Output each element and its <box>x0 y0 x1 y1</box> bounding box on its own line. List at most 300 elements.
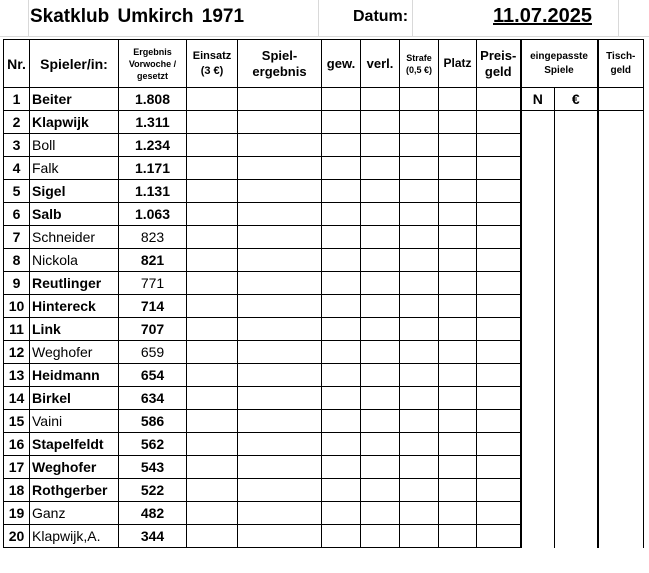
einsatz-cell[interactable] <box>187 525 238 548</box>
einsatz-cell[interactable] <box>187 387 238 410</box>
preisgeld-cell[interactable] <box>477 272 521 295</box>
eingepasste-euro-cell[interactable]: € <box>555 88 598 111</box>
tischgeld-cell[interactable] <box>598 387 644 410</box>
preisgeld-cell[interactable] <box>477 111 521 134</box>
spielergebnis-cell[interactable] <box>238 433 322 456</box>
platz-cell[interactable] <box>439 456 477 479</box>
verl-cell[interactable] <box>361 318 400 341</box>
player-name-cell[interactable]: Vaini <box>30 410 119 433</box>
einsatz-cell[interactable] <box>187 456 238 479</box>
datum-label[interactable]: Datum: <box>353 8 409 25</box>
gew-cell[interactable] <box>322 387 361 410</box>
eingepasste-euro-cell[interactable] <box>555 525 598 548</box>
platz-cell[interactable] <box>439 249 477 272</box>
strafe-cell[interactable] <box>400 456 439 479</box>
einsatz-cell[interactable] <box>187 157 238 180</box>
header-row <box>4 40 644 88</box>
spielergebnis-cell[interactable] <box>238 111 322 134</box>
player-points-cell[interactable]: 823 <box>119 226 187 249</box>
header-line: Strafe <box>406 52 432 63</box>
verl-cell[interactable] <box>361 249 400 272</box>
platz-cell[interactable] <box>439 410 477 433</box>
einsatz-cell[interactable] <box>187 479 238 502</box>
tischgeld-cell[interactable] <box>598 180 644 203</box>
spielergebnis-cell[interactable] <box>238 479 322 502</box>
eingepasste-euro-cell[interactable] <box>555 180 598 203</box>
eingepasste-n-cell[interactable] <box>521 387 555 410</box>
strafe-cell[interactable] <box>400 249 439 272</box>
spielergebnis-cell[interactable] <box>238 203 322 226</box>
spielergebnis-cell[interactable] <box>238 295 322 318</box>
strafe-cell[interactable] <box>400 410 439 433</box>
player-name-cell[interactable]: Hintereck <box>30 295 119 318</box>
gew-cell[interactable] <box>322 180 361 203</box>
tischgeld-cell[interactable] <box>598 456 644 479</box>
club-title[interactable]: Skatklub Umkirch 1971 <box>30 6 245 27</box>
eingepasste-euro-cell[interactable] <box>555 502 598 525</box>
einsatz-cell[interactable] <box>187 318 238 341</box>
eingepasste-n-cell[interactable] <box>521 502 555 525</box>
header-line: Ergebnis <box>133 46 172 57</box>
verl-cell[interactable] <box>361 88 400 111</box>
player-name-cell[interactable]: Heidmann <box>30 364 119 387</box>
player-nr-cell[interactable]: 15 <box>4 410 30 433</box>
player-nr-cell[interactable]: 3 <box>4 134 30 157</box>
verl-cell[interactable] <box>361 433 400 456</box>
verl-cell[interactable] <box>361 410 400 433</box>
table-row <box>4 249 644 272</box>
tischgeld-cell[interactable] <box>598 525 644 548</box>
eingepasste-n-cell[interactable] <box>521 249 555 272</box>
header-line: gesetzt <box>136 70 168 81</box>
header-line: geld <box>610 64 632 76</box>
platz-cell[interactable] <box>439 111 477 134</box>
verl-cell[interactable] <box>361 525 400 548</box>
spielergebnis-cell[interactable] <box>238 387 322 410</box>
player-name-cell[interactable]: Nickola <box>30 249 119 272</box>
preisgeld-cell[interactable] <box>477 88 521 111</box>
preisgeld-cell[interactable] <box>477 134 521 157</box>
platz-cell[interactable] <box>439 203 477 226</box>
einsatz-cell[interactable] <box>187 134 238 157</box>
preisgeld-cell[interactable] <box>477 364 521 387</box>
verl-cell[interactable] <box>361 387 400 410</box>
player-nr-cell[interactable]: 4 <box>4 157 30 180</box>
platz-cell[interactable] <box>439 88 477 111</box>
col-strafe-header[interactable] <box>400 40 439 88</box>
cell-divider <box>618 0 619 36</box>
eingepasste-n-cell[interactable] <box>521 111 555 134</box>
eingepasste-n-cell[interactable] <box>521 272 555 295</box>
header-line: Spiele <box>544 64 574 76</box>
eingepasste-n-cell[interactable] <box>521 134 555 157</box>
preisgeld-cell[interactable] <box>477 525 521 548</box>
preisgeld-cell[interactable] <box>477 157 521 180</box>
cell-divider <box>412 0 413 36</box>
col-tischgeld-header[interactable] <box>598 40 644 88</box>
player-name-cell[interactable]: Rothgerber <box>30 479 119 502</box>
eingepasste-euro-cell[interactable] <box>555 410 598 433</box>
player-name-cell[interactable]: Sigel <box>30 180 119 203</box>
gew-cell[interactable] <box>322 272 361 295</box>
platz-cell[interactable] <box>439 364 477 387</box>
table-row <box>4 88 644 111</box>
player-name-cell[interactable]: Klapwijk <box>30 111 119 134</box>
platz-cell[interactable] <box>439 157 477 180</box>
spielergebnis-cell[interactable] <box>238 249 322 272</box>
einsatz-cell[interactable] <box>187 502 238 525</box>
player-points-cell[interactable]: 586 <box>119 410 187 433</box>
preisgeld-cell[interactable] <box>477 456 521 479</box>
player-points-cell[interactable]: 1.234 <box>119 134 187 157</box>
verl-cell[interactable] <box>361 134 400 157</box>
eingepasste-euro-cell[interactable] <box>555 134 598 157</box>
player-name-cell[interactable]: Falk <box>30 157 119 180</box>
player-nr-cell[interactable]: 13 <box>4 364 30 387</box>
einsatz-cell[interactable] <box>187 111 238 134</box>
table-row <box>4 157 644 180</box>
platz-cell[interactable] <box>439 272 477 295</box>
player-points-cell[interactable]: 714 <box>119 295 187 318</box>
player-nr-cell[interactable]: 20 <box>4 525 30 548</box>
verl-cell[interactable] <box>361 157 400 180</box>
cell-divider <box>28 0 29 36</box>
strafe-cell[interactable] <box>400 387 439 410</box>
gew-cell[interactable] <box>322 341 361 364</box>
platz-cell[interactable] <box>439 387 477 410</box>
verl-cell[interactable] <box>361 502 400 525</box>
strafe-cell[interactable] <box>400 318 439 341</box>
spielergebnis-cell[interactable] <box>238 157 322 180</box>
eingepasste-n-cell[interactable]: N <box>521 88 555 111</box>
col-eingepasste-header[interactable] <box>521 40 598 88</box>
player-nr-cell[interactable]: 2 <box>4 111 30 134</box>
verl-cell[interactable] <box>361 203 400 226</box>
tischgeld-cell[interactable] <box>598 88 644 111</box>
platz-cell[interactable] <box>439 479 477 502</box>
platz-cell[interactable] <box>439 180 477 203</box>
platz-cell[interactable] <box>439 433 477 456</box>
player-nr-cell[interactable]: 17 <box>4 456 30 479</box>
eingepasste-euro-cell[interactable] <box>555 272 598 295</box>
player-points-cell[interactable]: 707 <box>119 318 187 341</box>
tischgeld-cell[interactable] <box>598 479 644 502</box>
platz-cell[interactable] <box>439 295 477 318</box>
tischgeld-cell[interactable] <box>598 295 644 318</box>
preisgeld-cell[interactable] <box>477 479 521 502</box>
strafe-cell[interactable] <box>400 111 439 134</box>
header-line: (3 €) <box>200 64 224 77</box>
col-spieler-header[interactable]: Spieler/in: <box>30 40 119 88</box>
player-name-cell[interactable]: Schneider <box>30 226 119 249</box>
gew-cell[interactable] <box>322 226 361 249</box>
eingepasste-euro-cell[interactable] <box>555 387 598 410</box>
spielergebnis-cell[interactable] <box>238 525 322 548</box>
strafe-cell[interactable] <box>400 272 439 295</box>
tischgeld-cell[interactable] <box>598 134 644 157</box>
gew-cell[interactable] <box>322 525 361 548</box>
preisgeld-cell[interactable] <box>477 249 521 272</box>
eingepasste-n-cell[interactable] <box>521 456 555 479</box>
col-spielergebnis-header[interactable] <box>238 40 322 88</box>
col-nr-header[interactable]: Nr. <box>4 40 30 88</box>
header-line: eingepasste <box>530 50 588 62</box>
preisgeld-cell[interactable] <box>477 203 521 226</box>
player-nr-cell[interactable]: 10 <box>4 295 30 318</box>
gew-cell[interactable] <box>322 502 361 525</box>
eingepasste-euro-cell[interactable] <box>555 295 598 318</box>
gew-cell[interactable] <box>322 249 361 272</box>
tischgeld-cell[interactable] <box>598 111 644 134</box>
eingepasste-euro-cell[interactable] <box>555 226 598 249</box>
tischgeld-cell[interactable] <box>598 502 644 525</box>
tischgeld-cell[interactable] <box>598 364 644 387</box>
player-name-cell[interactable]: Klapwijk,A. <box>30 525 119 548</box>
einsatz-cell[interactable] <box>187 203 238 226</box>
spielergebnis-cell[interactable] <box>238 226 322 249</box>
preisgeld-cell[interactable] <box>477 226 521 249</box>
table-row <box>4 341 644 364</box>
verl-cell[interactable] <box>361 341 400 364</box>
strafe-cell[interactable] <box>400 502 439 525</box>
preisgeld-cell[interactable] <box>477 387 521 410</box>
gew-cell[interactable] <box>322 157 361 180</box>
strafe-cell[interactable] <box>400 479 439 502</box>
platz-cell[interactable] <box>439 318 477 341</box>
preisgeld-cell[interactable] <box>477 341 521 364</box>
player-nr-cell[interactable]: 5 <box>4 180 30 203</box>
player-name-cell[interactable]: Boll <box>30 134 119 157</box>
verl-cell[interactable] <box>361 272 400 295</box>
verl-cell[interactable] <box>361 180 400 203</box>
eingepasste-euro-cell[interactable] <box>555 364 598 387</box>
player-nr-cell[interactable]: 11 <box>4 318 30 341</box>
platz-cell[interactable] <box>439 341 477 364</box>
spielergebnis-cell[interactable] <box>238 134 322 157</box>
eingepasste-euro-cell[interactable] <box>555 479 598 502</box>
player-nr-cell[interactable]: 9 <box>4 272 30 295</box>
spielergebnis-cell[interactable] <box>238 341 322 364</box>
player-name-cell[interactable]: Beiter <box>30 88 119 111</box>
player-points-cell[interactable]: 634 <box>119 387 187 410</box>
table-row <box>4 318 644 341</box>
gew-cell[interactable] <box>322 134 361 157</box>
player-name-cell[interactable]: Birkel <box>30 387 119 410</box>
eingepasste-n-cell[interactable] <box>521 180 555 203</box>
strafe-cell[interactable] <box>400 525 439 548</box>
eingepasste-n-cell[interactable] <box>521 525 555 548</box>
player-name-cell[interactable]: Weghofer <box>30 456 119 479</box>
verl-cell[interactable] <box>361 479 400 502</box>
player-nr-cell[interactable]: 6 <box>4 203 30 226</box>
player-nr-cell[interactable]: 12 <box>4 341 30 364</box>
einsatz-cell[interactable] <box>187 341 238 364</box>
eingepasste-n-cell[interactable] <box>521 157 555 180</box>
player-points-cell[interactable]: 771 <box>119 272 187 295</box>
player-points-cell[interactable]: 562 <box>119 433 187 456</box>
spielergebnis-cell[interactable] <box>238 180 322 203</box>
tischgeld-cell[interactable] <box>598 272 644 295</box>
spielergebnis-cell[interactable] <box>238 502 322 525</box>
eingepasste-euro-cell[interactable] <box>555 249 598 272</box>
header-line: ergebnis <box>252 63 307 79</box>
player-name-cell[interactable]: Salb <box>30 203 119 226</box>
einsatz-cell[interactable] <box>187 226 238 249</box>
verl-cell[interactable] <box>361 111 400 134</box>
eingepasste-euro-cell[interactable] <box>555 341 598 364</box>
tischgeld-cell[interactable] <box>598 318 644 341</box>
spielergebnis-cell[interactable] <box>238 456 322 479</box>
einsatz-cell[interactable] <box>187 249 238 272</box>
player-points-cell[interactable]: 482 <box>119 502 187 525</box>
eingepasste-euro-cell[interactable] <box>555 318 598 341</box>
player-points-cell[interactable]: 821 <box>119 249 187 272</box>
gew-cell[interactable] <box>322 456 361 479</box>
strafe-cell[interactable] <box>400 341 439 364</box>
table-row <box>4 387 644 410</box>
verl-cell[interactable] <box>361 456 400 479</box>
eingepasste-euro-cell[interactable] <box>555 111 598 134</box>
tischgeld-cell[interactable] <box>598 203 644 226</box>
col-gew-header[interactable]: gew. <box>322 40 361 88</box>
col-ergebnis-header[interactable] <box>119 40 187 88</box>
player-points-cell[interactable]: 1.311 <box>119 111 187 134</box>
table-row <box>4 433 644 456</box>
spielergebnis-cell[interactable] <box>238 272 322 295</box>
strafe-cell[interactable] <box>400 203 439 226</box>
gew-cell[interactable] <box>322 203 361 226</box>
verl-cell[interactable] <box>361 364 400 387</box>
strafe-cell[interactable] <box>400 134 439 157</box>
preisgeld-cell[interactable] <box>477 410 521 433</box>
player-nr-cell[interactable]: 18 <box>4 479 30 502</box>
player-nr-cell[interactable]: 14 <box>4 387 30 410</box>
player-points-cell[interactable]: 1.171 <box>119 157 187 180</box>
cell-divider <box>318 0 319 36</box>
tischgeld-cell[interactable] <box>598 410 644 433</box>
einsatz-cell[interactable] <box>187 272 238 295</box>
player-name-cell[interactable]: Link <box>30 318 119 341</box>
strafe-cell[interactable] <box>400 157 439 180</box>
player-name-cell[interactable]: Ganz <box>30 502 119 525</box>
table-row <box>4 226 644 249</box>
table-row <box>4 364 644 387</box>
platz-cell[interactable] <box>439 502 477 525</box>
eingepasste-n-cell[interactable] <box>521 341 555 364</box>
strafe-cell[interactable] <box>400 180 439 203</box>
gew-cell[interactable] <box>322 88 361 111</box>
eingepasste-n-cell[interactable] <box>521 318 555 341</box>
gew-cell[interactable] <box>322 318 361 341</box>
eingepasste-euro-cell[interactable] <box>555 157 598 180</box>
strafe-cell[interactable] <box>400 226 439 249</box>
eingepasste-n-cell[interactable] <box>521 226 555 249</box>
platz-cell[interactable] <box>439 525 477 548</box>
col-preisgeld-header[interactable] <box>477 40 521 88</box>
spielergebnis-cell[interactable] <box>238 318 322 341</box>
preisgeld-cell[interactable] <box>477 180 521 203</box>
col-platz-header[interactable]: Platz <box>439 40 477 88</box>
player-nr-cell[interactable]: 19 <box>4 502 30 525</box>
eingepasste-n-cell[interactable] <box>521 203 555 226</box>
preisgeld-cell[interactable] <box>477 502 521 525</box>
header-line: (0,5 €) <box>405 64 432 75</box>
player-points-cell[interactable]: 543 <box>119 456 187 479</box>
eingepasste-euro-cell[interactable] <box>555 433 598 456</box>
player-points-cell[interactable]: 344 <box>119 525 187 548</box>
table-row <box>4 111 644 134</box>
player-nr-cell[interactable]: 7 <box>4 226 30 249</box>
eingepasste-n-cell[interactable] <box>521 364 555 387</box>
player-name-cell[interactable]: Reutlinger <box>30 272 119 295</box>
player-points-cell[interactable]: 654 <box>119 364 187 387</box>
verl-cell[interactable] <box>361 226 400 249</box>
platz-cell[interactable] <box>439 226 477 249</box>
einsatz-cell[interactable] <box>187 410 238 433</box>
player-points-cell[interactable]: 1.063 <box>119 203 187 226</box>
spielergebnis-cell[interactable] <box>238 364 322 387</box>
preisgeld-cell[interactable] <box>477 433 521 456</box>
platz-cell[interactable] <box>439 134 477 157</box>
einsatz-cell[interactable] <box>187 364 238 387</box>
col-verl-header[interactable]: verl. <box>361 40 400 88</box>
eingepasste-euro-cell[interactable] <box>555 456 598 479</box>
eingepasste-n-cell[interactable] <box>521 479 555 502</box>
preisgeld-cell[interactable] <box>477 295 521 318</box>
player-points-cell[interactable]: 522 <box>119 479 187 502</box>
einsatz-cell[interactable] <box>187 295 238 318</box>
tischgeld-cell[interactable] <box>598 226 644 249</box>
gew-cell[interactable] <box>322 479 361 502</box>
strafe-cell[interactable] <box>400 295 439 318</box>
spielergebnis-cell[interactable] <box>238 410 322 433</box>
einsatz-cell[interactable] <box>187 433 238 456</box>
tischgeld-cell[interactable] <box>598 249 644 272</box>
gew-cell[interactable] <box>322 433 361 456</box>
spielergebnis-cell[interactable] <box>238 88 322 111</box>
strafe-cell[interactable] <box>400 433 439 456</box>
player-points-cell[interactable]: 659 <box>119 341 187 364</box>
tischgeld-cell[interactable] <box>598 433 644 456</box>
player-points-cell[interactable]: 1.131 <box>119 180 187 203</box>
einsatz-cell[interactable] <box>187 180 238 203</box>
eingepasste-n-cell[interactable] <box>521 433 555 456</box>
gew-cell[interactable] <box>322 111 361 134</box>
player-nr-cell[interactable]: 1 <box>4 88 30 111</box>
player-nr-cell[interactable]: 8 <box>4 249 30 272</box>
einsatz-cell[interactable] <box>187 88 238 111</box>
tischgeld-cell[interactable] <box>598 341 644 364</box>
strafe-cell[interactable] <box>400 88 439 111</box>
player-name-cell[interactable]: Weghofer <box>30 341 119 364</box>
tischgeld-cell[interactable] <box>598 157 644 180</box>
gew-cell[interactable] <box>322 295 361 318</box>
player-name-cell[interactable]: Stapelfeldt <box>30 433 119 456</box>
verl-cell[interactable] <box>361 295 400 318</box>
strafe-cell[interactable] <box>400 364 439 387</box>
player-points-cell[interactable]: 1.808 <box>119 88 187 111</box>
datum-value[interactable]: 11.07.2025 <box>493 5 592 27</box>
gew-cell[interactable] <box>322 410 361 433</box>
table-row <box>4 295 644 318</box>
eingepasste-n-cell[interactable] <box>521 295 555 318</box>
eingepasste-n-cell[interactable] <box>521 410 555 433</box>
player-nr-cell[interactable]: 16 <box>4 433 30 456</box>
eingepasste-euro-cell[interactable] <box>555 203 598 226</box>
gew-cell[interactable] <box>322 364 361 387</box>
preisgeld-cell[interactable] <box>477 318 521 341</box>
col-einsatz-header[interactable] <box>187 40 238 88</box>
